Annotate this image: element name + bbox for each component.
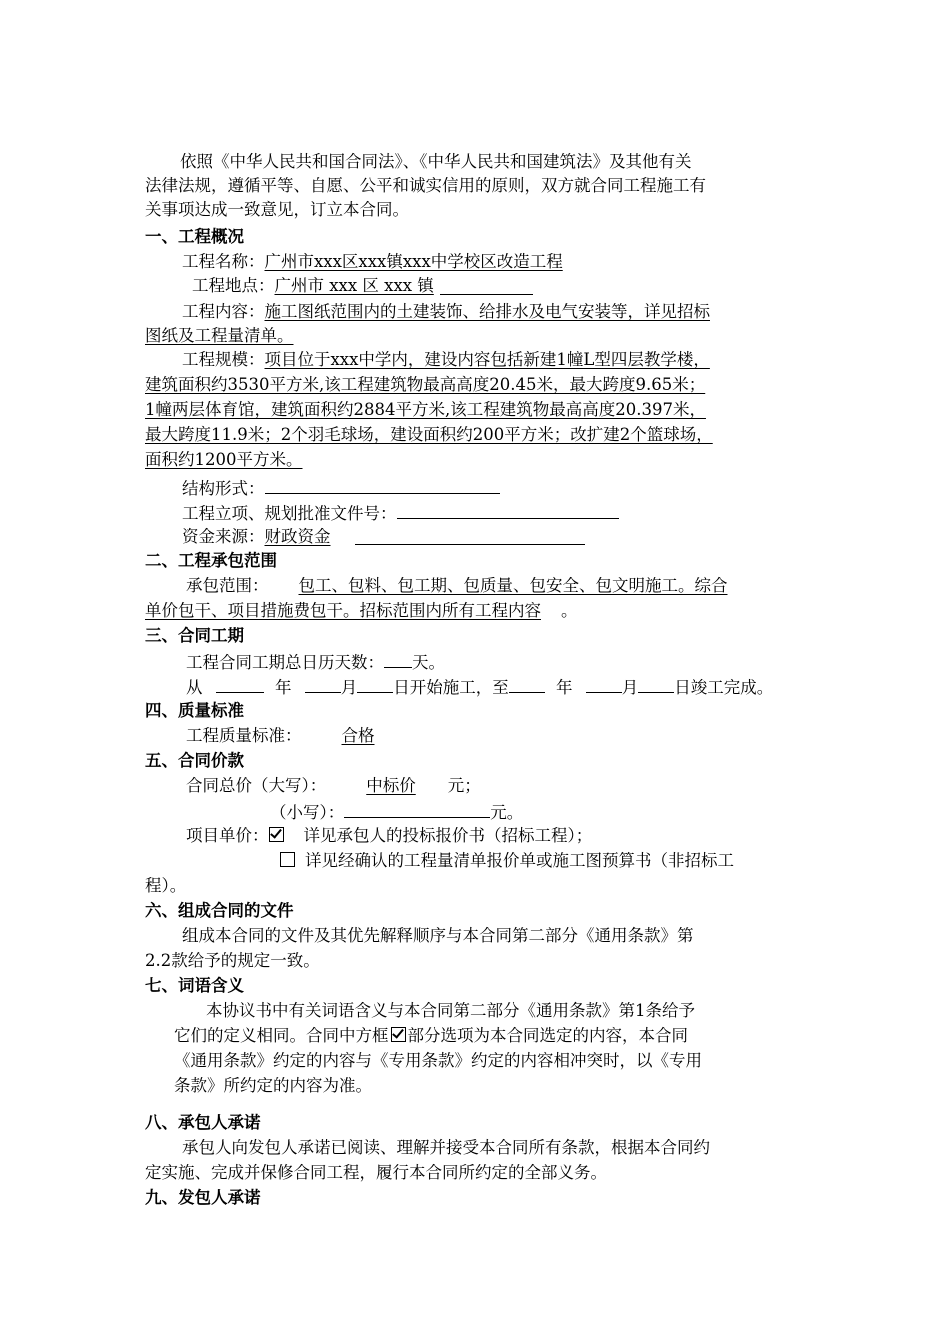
total-upper-value: 中标价 (366, 776, 416, 795)
total-upper-row (186, 774, 481, 798)
scope-row-1 (186, 574, 728, 598)
scope-line-1: 包工、包料、包工期、包质量、包安全、包文明施工。综合 (298, 576, 728, 595)
unit-price-option-2-line-1: 详见经确认的工程量清单报价单或施工图预算书（非招标工 (305, 851, 734, 870)
structure-row (182, 475, 500, 499)
start-year-label: 年 (275, 678, 292, 697)
definitions-line-3: 《通用条款》约定的内容与《专用条款》约定的内容相冲突时，以《专用 (174, 1051, 702, 1070)
end-month-blank (586, 674, 622, 693)
definitions-line-2 (174, 1024, 688, 1048)
contractor-promise-line-2: 定实施、完成并保修合同工程，履行本合同所约定的全部义务。 (145, 1163, 607, 1182)
funding-value: 财政资金 (264, 527, 331, 546)
project-name-row (182, 250, 563, 274)
definitions-line-2b: 部分选项为本合同选定的内容，本合同 (407, 1026, 688, 1045)
checkbox-sample-icon (391, 1027, 406, 1042)
start-day-label: 日开始施工，至 (393, 678, 509, 697)
section-3-heading: 三、合同工期 (145, 626, 244, 645)
quality-value: 合格 (341, 726, 375, 745)
quality-label: 工程质量标准： (186, 726, 302, 745)
contractor-promise-line-1: 承包人向发包人承诺已阅读、理解并接受本合同所有条款，根据本合同约 (182, 1138, 710, 1157)
end-day-label: 日竣工完成。 (674, 678, 774, 697)
end-month-label: 月 (621, 678, 639, 697)
from-label: 从 (186, 678, 203, 697)
project-content-line-2: 图纸及工程量清单。 (145, 326, 294, 345)
scope-row-2 (145, 599, 578, 623)
approval-blank (397, 500, 619, 519)
section-8-heading: 八、承包人承诺 (145, 1113, 261, 1132)
unit-price-option-2-row (280, 849, 734, 873)
total-lower-blank (344, 799, 490, 818)
days-unit: 天。 (412, 653, 445, 672)
project-content-row-1 (182, 300, 710, 324)
funding-underline (355, 544, 585, 545)
section-6-heading: 六、组成合同的文件 (145, 901, 294, 920)
start-month-label: 月 (340, 678, 358, 697)
structure-blank (265, 475, 500, 494)
funding-row (182, 525, 331, 549)
unit-price-label: 项目单价： (186, 826, 269, 845)
section-4-heading: 四、质量标准 (145, 701, 244, 720)
project-site-value: 广州市 xxx 区 xxx 镇 (274, 276, 434, 295)
intro-line-1: 依照《中华人民共和国合同法》、《中华人民共和国建筑法》及其他有关 (180, 152, 692, 171)
documents-line-2: 2.2款给予的规定一致。 (145, 951, 320, 970)
duration-label: 工程合同工期总日历天数： (186, 653, 384, 672)
unit-price-row (186, 824, 592, 848)
checked-checkbox-icon[interactable] (269, 827, 284, 842)
project-scale-line-3: 1幢两层体育馆，建筑面积约2884平方米,该工程建筑物最高高度20.397米， (145, 400, 706, 419)
project-site-label: 工程地点： (192, 276, 275, 295)
funding-label: 资金来源： (182, 527, 265, 546)
start-day-blank (357, 674, 393, 693)
total-lower-row (270, 799, 523, 823)
end-year-label: 年 (556, 678, 573, 697)
site-underline (440, 294, 533, 295)
project-scale-line-1: 项目位于xxx中学内，建设内容包括新建1幢L型四层教学楼， (264, 350, 710, 369)
scope-end: 。 (561, 601, 578, 620)
project-scale-line-2: 建筑面积约3530平方米,该工程建筑物最高高度20.45米，最大跨度9.65米； (145, 375, 706, 394)
section-9-heading: 九、发包人承诺 (145, 1188, 261, 1207)
section-2-heading: 二、工程承包范围 (145, 551, 277, 570)
definitions-line-4: 条款》所约定的内容为准。 (174, 1076, 372, 1095)
definitions-line-2a: 它们的定义相同。合同中方框 (174, 1026, 389, 1045)
duration-row (186, 649, 445, 673)
approval-row (182, 500, 619, 524)
intro-line-2: 法律法规，遵循平等、自愿、公平和诚实信用的原则，双方就合同工程施工有 (145, 176, 706, 195)
section-1-heading: 一、工程概况 (145, 227, 244, 246)
project-scale-row-1 (182, 348, 710, 372)
project-site-row (192, 274, 434, 298)
project-content-label: 工程内容： (182, 302, 265, 321)
section-7-heading: 七、词语含义 (145, 976, 244, 995)
total-lower-label: （小写）： (270, 803, 345, 822)
unit-price-option-1: 详见承包人的投标报价书（招标工程）； (303, 826, 593, 845)
dates-row (186, 674, 773, 698)
unit-price-option-2-line-2: 程）。 (145, 876, 187, 895)
project-scale-line-5: 面积约1200平方米。 (145, 450, 303, 469)
definitions-line-1: 本协议书中有关词语含义与本合同第二部分《通用条款》第1条给予 (206, 1001, 695, 1020)
project-scale-label: 工程规模： (182, 350, 265, 369)
project-name-value: 广州市xxx区xxx镇xxx中学校区改造工程 (264, 252, 563, 271)
yuan-label-1: 元； (447, 776, 481, 795)
scope-label: 承包范围： (186, 576, 269, 595)
quality-row (186, 724, 429, 748)
structure-label: 结构形式： (182, 479, 265, 498)
approval-label: 工程立项、规划批准文件号： (182, 504, 397, 523)
unchecked-checkbox-icon[interactable] (280, 852, 295, 867)
project-name-label: 工程名称： (182, 252, 265, 271)
project-scale-line-4: 最大跨度11.9米；2个羽毛球场，建设面积约200平方米；改扩建2个篮球场， (145, 425, 713, 444)
start-year-blank (216, 674, 264, 693)
section-5-heading: 五、合同价款 (145, 751, 244, 770)
intro-line-3: 关事项达成一致意见，订立本合同。 (145, 200, 409, 219)
documents-line-1: 组成本合同的文件及其优先解释顺序与本合同第二部分《通用条款》第 (182, 926, 694, 945)
project-content-line-1: 施工图纸范围内的土建装饰、给排水及电气安装等，详见招标 (264, 302, 710, 321)
days-blank (384, 649, 412, 668)
start-month-blank (305, 674, 341, 693)
end-year-blank (509, 674, 545, 693)
yuan-label-2: 元。 (490, 803, 524, 822)
total-upper-label: 合同总价（大写）： (186, 776, 327, 795)
scope-line-2: 单价包干、项目措施费包干。招标范围内所有工程内容 (145, 601, 541, 620)
end-day-blank (638, 674, 674, 693)
